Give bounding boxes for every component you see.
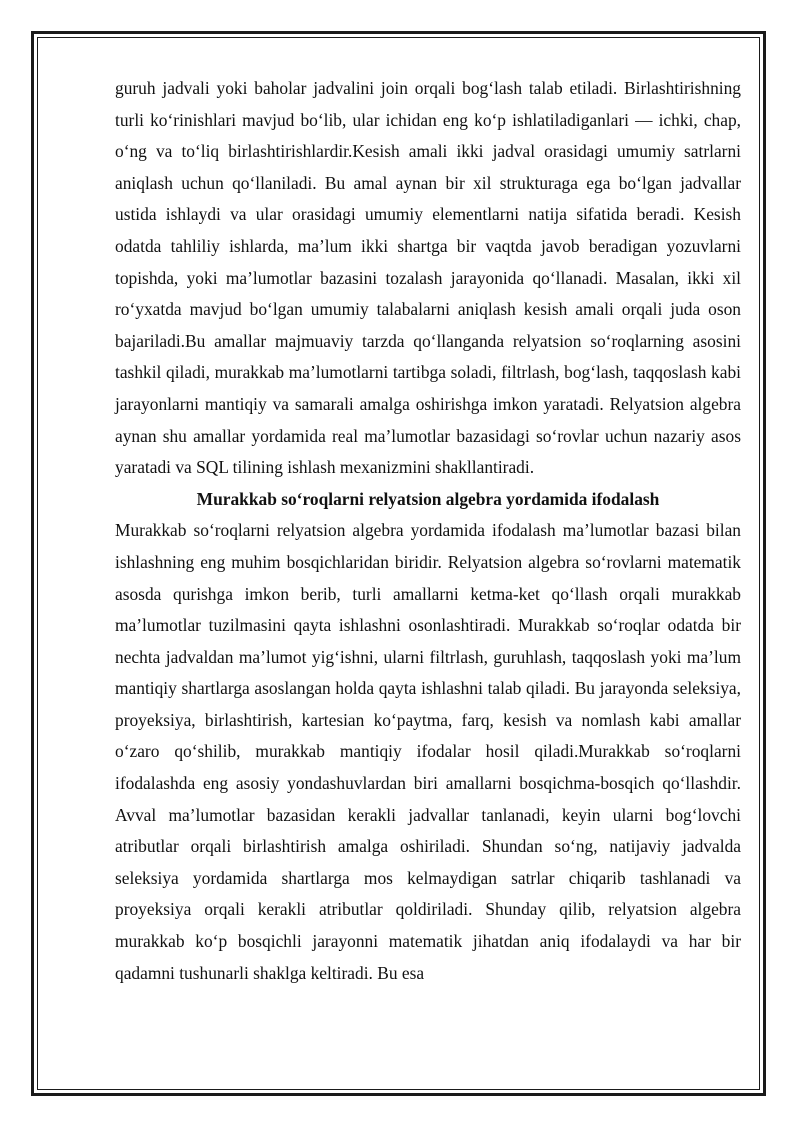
page-body [115, 73, 741, 989]
section-heading: Murakkab so‘roqlarni relyatsion algebra yordamida ifodalash [196, 488, 660, 509]
body-paragraph-1: guruh jadvali yoki baholar jadvalini join orqali bog‘lash talab etiladi. Birlashtirishning turli ko‘rinishlari mavjud bo‘lib, ular ichidan eng ko‘p ishlatiladiganlari — ichki, chap, o‘ng va to‘liq birlashtirishlardir.Kesish amali ikki jadval orasidagi umumiy satrlarni aniqlash uchun qo‘llaniladi. Bu amal aynan bir xil strukturaga ega bo‘lgan jadvallar ustida ishlaydi va ular orasidagi umumiy elementlarni natija sifatida beradi. Kesish odatda tahliliy ishlarda, ma’lum ikki shartga bir vaqtda javob beradigan yozuvlarni topishda, yoki ma’lumotlar bazasini tozalash jarayonida qo‘llanadi. Masalan, ikki xil ro‘yxatda mavjud bo‘lgan umumiy talabalarni aniqlash kesish amali orqali juda oson bajariladi.Bu amallar majmuaviy tarzda qo‘llanganda relyatsion so‘roqlarning asosini tashkil qiladi, murakkab ma’lumotlarni tartibga soladi, filtrlash, bog‘lash, taqqoslash kabi jarayonlarni mantiqiy va samarali amalga oshirishga imkon yaratadi. Relyatsion algebra aynan shu amallar yordamida real ma’lumotlar bazasidagi so‘rovlar uchun nazariy asos yaratadi va SQL tilining ishlash mexanizmini shakllantiradi. [115, 78, 741, 478]
body-paragraph-2: Murakkab so‘roqlarni relyatsion algebra yordamida ifodalash ma’lumotlar bazasi bilan ishlashning eng muhim bosqichlaridan biridir. Relyatsion algebra so‘rovlarni matematik asosda qurishga imkon berib, turli amallarni ketma-ket qo‘llash orqali murakkab ma’lumotlar tuzilmasini qayta ishlashni osonlashtiradi. Murakkab so‘roqlar odatda bir nechta jadvaldan ma’lumot yig‘ishni, ularni filtrlash, guruhlash, taqqoslash yoki ma’lum mantiqiy shartlarga asoslangan holda qayta ishlashni talab qiladi. Bu jarayonda seleksiya, proyeksiya, birlashtirish, kartesian ko‘paytma, farq, kesish va nomlash kabi amallar o‘zaro qo‘shilib, murakkab mantiqiy ifodalar hosil qiladi.Murakkab so‘roqlarni ifodalashda eng asosiy yondashuvlardan biri amallarni bosqichma-bosqich qo‘llashdir. Avval ma’lumotlar bazasidan kerakli jadvallar tanlanadi, keyin ularni bog‘lovchi atributlar orqali birlashtirish amalga oshiriladi. Shundan so‘ng, natijaviy jadvalda seleksiya yordamida shartlarga mos kelmaydigan satrlar chiqarib tashlanadi va proyeksiya orqali kerakli atributlar qoldiriladi. Shunday qilib, relyatsion algebra murakkab ko‘p bosqichli jarayonni matematik jihatdan aniq ifodalaydi va har bir qadamni tushunarli shaklga keltiradi. Bu esa [115, 520, 741, 983]
